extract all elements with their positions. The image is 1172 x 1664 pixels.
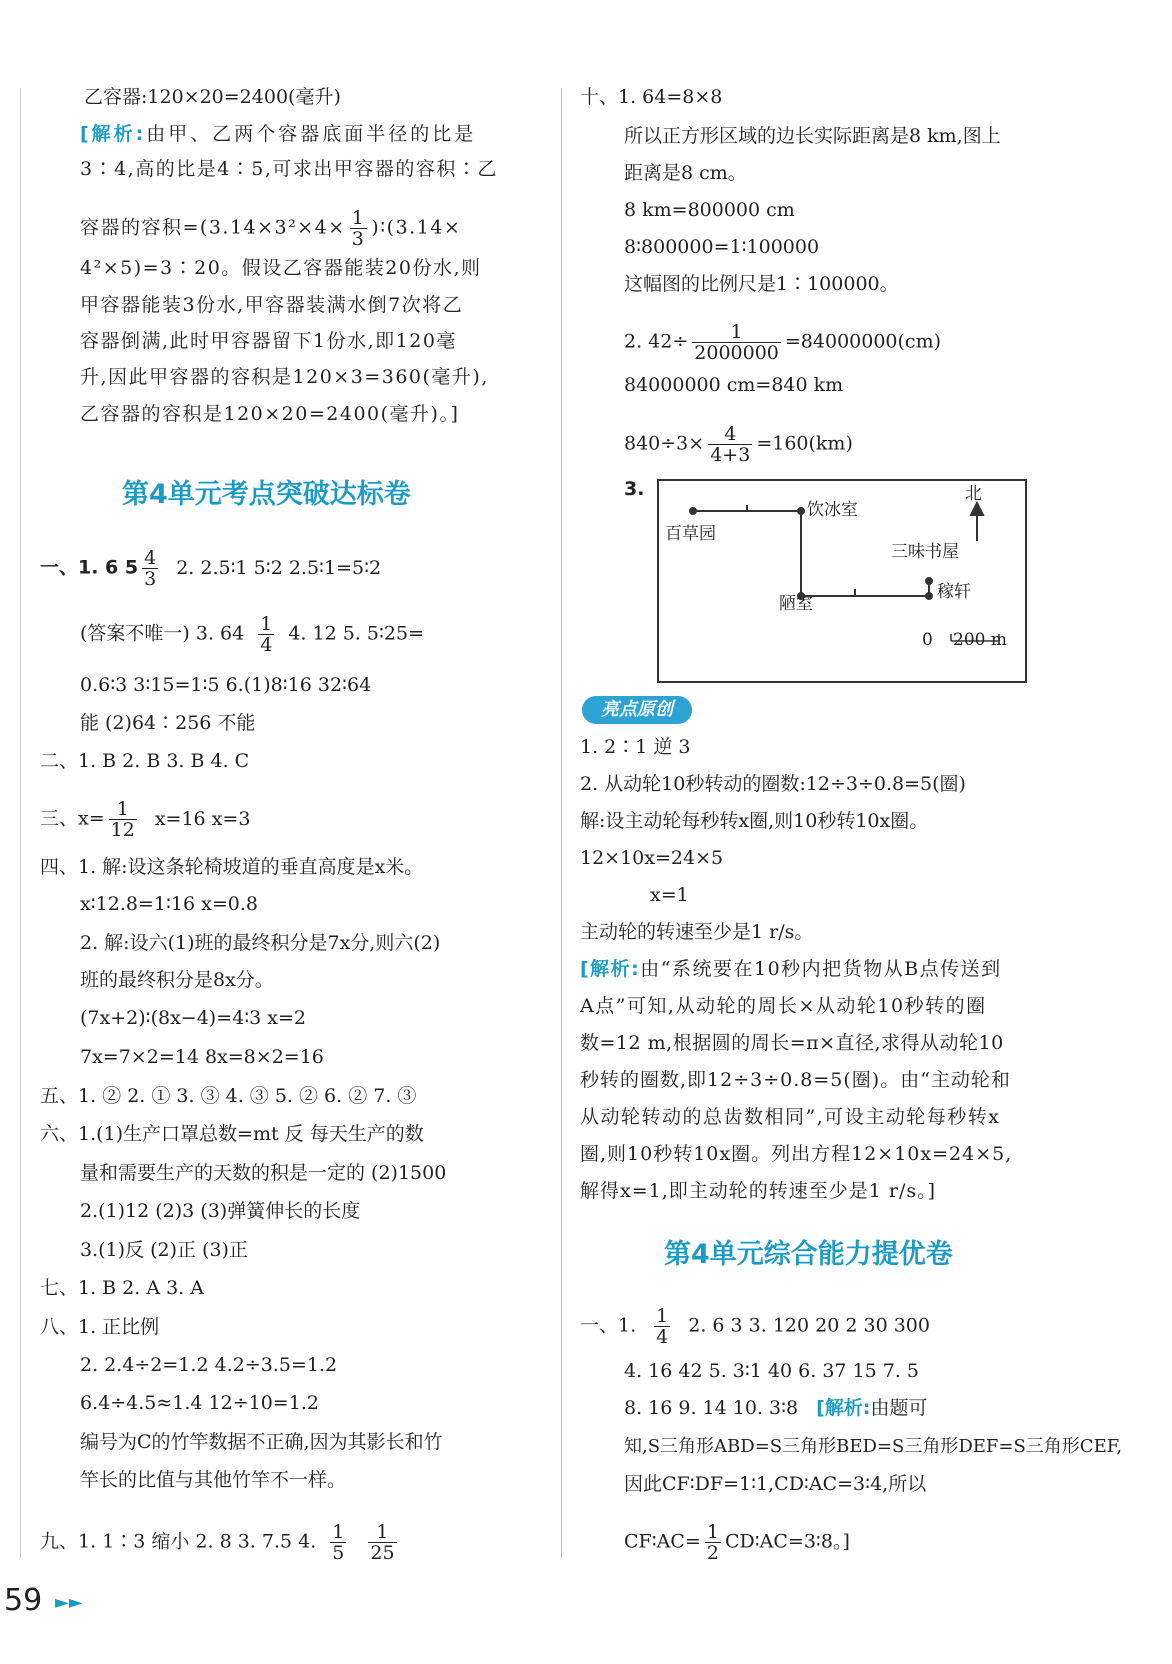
- line-text: 三、x=: [40, 807, 105, 830]
- line: 班的最终积分是8x分。: [80, 969, 274, 991]
- line: 二、1. B 2. B 3. B 4. C: [40, 750, 250, 772]
- line-text: =84000000(cm): [784, 330, 942, 353]
- column-divider: [561, 88, 562, 1558]
- line: 解得x=1,即主动轮的转速至少是1 r/s。]: [580, 1180, 937, 1202]
- scale-label: 200 m: [953, 630, 1007, 650]
- line: 量和需要生产的天数的积是一定的 (2)1500: [80, 1162, 447, 1184]
- arrow-icon: ►►: [55, 1592, 83, 1613]
- analysis-line: [80, 121, 476, 147]
- line: 八、1. 正比例: [40, 1316, 160, 1338]
- numerator: 1: [706, 1521, 719, 1543]
- line: [40, 1522, 401, 1563]
- left-margin-line: [20, 88, 21, 1558]
- line: 主动轮的转速至少是1 r/s。: [580, 921, 814, 943]
- line-text: 840÷3×: [624, 432, 705, 455]
- line-text: 九、1. 1∶3 缩小 2. 8 3. 7.5 4.: [40, 1530, 317, 1553]
- fraction: [142, 548, 158, 589]
- line-text: 由甲、乙两个容器底面半径的比是: [146, 123, 477, 145]
- line: x=1: [650, 884, 689, 906]
- line: 甲容器能装3份水,甲容器装满水倒7次将乙: [80, 294, 464, 316]
- label-loushi: 陋室: [779, 594, 813, 614]
- line: 3.(1)反 (2)正 (3)正: [80, 1239, 248, 1261]
- line-text: 一、1.: [580, 1314, 637, 1337]
- line: 因此CF∶DF=1∶1,CD∶AC=3∶4,所以: [624, 1473, 927, 1495]
- line: 四、1. 解:设这条轮椅坡道的垂直高度是x米。: [40, 856, 424, 878]
- line: x∶12.8=1∶16 x=0.8: [80, 893, 258, 915]
- line: [624, 1395, 927, 1421]
- line: [40, 548, 381, 589]
- line: 8 km=800000 cm: [624, 199, 795, 221]
- line: 数=12 m,根据圆的周长=π×直径,求得从动轮10: [580, 1032, 1004, 1054]
- fraction: [705, 1522, 721, 1563]
- fraction: [258, 614, 274, 655]
- numerator: 1: [656, 1305, 669, 1327]
- line-text: 2. 2.5∶1 5∶2 2.5∶1=5∶2: [176, 556, 382, 579]
- line-text: 容器的容积=(3.14×3²×4×: [80, 216, 346, 239]
- label-yinbingshi: 饮冰室: [807, 500, 858, 520]
- line: 0.6∶3 3∶15=1∶5 6.(1)8∶16 32∶64: [80, 674, 372, 696]
- fraction: [350, 208, 368, 249]
- line: 4²×5)=3∶20。假设乙容器能装20份水,则: [80, 257, 482, 279]
- section-heading: 第4单元考点突破达标卷: [122, 479, 411, 510]
- line: 1. 2∶1 逆 3: [580, 736, 691, 758]
- numerator: 1: [368, 1522, 396, 1543]
- numerator: 4: [144, 547, 157, 569]
- line: 2. 解:设六(1)班的最终积分是7x分,则六(2): [80, 932, 441, 954]
- line-text: 4. 12 5. 5∶25=: [288, 622, 424, 645]
- numerator: 1: [332, 1521, 345, 1543]
- label-baicaoyuan: 百草园: [665, 524, 716, 544]
- denominator: 3: [351, 228, 366, 250]
- line: [40, 799, 250, 840]
- line: [580, 1306, 930, 1347]
- line-text: (答案不唯一) 3. 64: [80, 622, 245, 645]
- line: 12×10x=24×5: [580, 847, 724, 869]
- line: 乙容器:120×20=2400(毫升): [84, 86, 341, 108]
- line: 2. 从动轮10秒转动的圈数:12÷3÷0.8=5(圈): [580, 773, 966, 795]
- denominator: 3: [144, 568, 157, 590]
- line-text: x=16 x=3: [154, 807, 251, 830]
- numerator: 1: [109, 799, 137, 820]
- line: 容器倒满,此时甲容器留下1份水,即120毫: [80, 330, 457, 352]
- section-heading: 第4单元综合能力提优卷: [664, 1239, 953, 1270]
- page-number: 59: [4, 1583, 43, 1618]
- line: 解:设主动轮每秒转x圈,则10秒转10x圈。: [580, 810, 929, 832]
- analysis-tag: [解析:: [580, 958, 641, 980]
- label-jiaxuan: 稼轩: [937, 582, 971, 602]
- denominator: 12: [110, 819, 135, 841]
- fraction: [654, 1306, 670, 1347]
- line: 4. 16 42 5. 3∶1 40 6. 37 15 7. 5: [624, 1360, 920, 1382]
- line: [80, 614, 424, 655]
- line-text: 8. 16 9. 14 10. 3∶8: [624, 1397, 799, 1419]
- line: [624, 322, 941, 363]
- denominator: 2: [706, 1542, 719, 1564]
- line-text: 由题可: [870, 1397, 928, 1419]
- fraction: [368, 1522, 396, 1563]
- line-text: )∶(3.14×: [371, 216, 462, 239]
- line: 编号为C的竹竿数据不正确,因为其影长和竹: [80, 1431, 443, 1453]
- line: 84000000 cm=840 km: [624, 374, 844, 396]
- line: 3.: [624, 478, 645, 500]
- line: 2. 2.4÷2=1.2 4.2÷3.5=1.2: [80, 1354, 338, 1376]
- line: 距离是8 cm。: [624, 162, 747, 184]
- line: [624, 1522, 850, 1563]
- numerator: 4: [708, 424, 752, 445]
- line: 6.4÷4.5≈1.4 12÷10=1.2: [80, 1392, 319, 1414]
- line-text: 一、1. 6 5: [40, 556, 139, 579]
- line-text: CF∶AC=: [624, 1530, 701, 1553]
- line: [80, 208, 461, 249]
- line: 从动轮转动的总齿数相同”,可设主动轮每秒转x: [580, 1106, 1001, 1128]
- line: 2.(1)12 (2)3 (3)弹簧伸长的长度: [80, 1200, 361, 1222]
- north-label: 北: [965, 484, 982, 504]
- line: 竿长的比值与其他竹竿不一样。: [80, 1469, 347, 1491]
- line: (7x+2)∶(8x−4)=4∶3 x=2: [80, 1007, 307, 1029]
- line: 7x=7×2=14 8x=8×2=16: [80, 1046, 324, 1068]
- line: 升,因此甲容器的容积是120×3=360(毫升),: [80, 366, 489, 388]
- numerator: 1: [351, 207, 366, 229]
- line: 十、1. 64=8×8: [580, 86, 723, 108]
- line: 知,S三角形ABD=S三角形BED=S三角形DEF=S三角形CEF,: [624, 1436, 1123, 1457]
- scale-zero: 0: [922, 630, 933, 650]
- numerator: 1: [692, 322, 781, 343]
- analysis-tag: [解析:: [816, 1397, 871, 1419]
- line-text: 2. 42÷: [624, 330, 689, 353]
- numerator: 1: [260, 613, 273, 635]
- fraction: [692, 322, 781, 363]
- line-text: =160(km): [756, 432, 853, 455]
- denominator: 25: [370, 1542, 395, 1564]
- line: 五、1. ② 2. ① 3. ③ 4. ③ 5. ② 6. ② 7. ③: [40, 1085, 417, 1107]
- map-diagram: [657, 479, 1027, 683]
- line-text: 由“系统要在10秒内把货物从B点传送到: [640, 958, 1002, 980]
- analysis-tag: [解析:: [80, 123, 147, 145]
- denominator: 4+3: [710, 444, 751, 466]
- line: 六、1.(1)生产口罩总数=mt 反 每天生产的数: [40, 1123, 424, 1145]
- fraction: [708, 424, 752, 465]
- line: A点”可知,从动轮的周长×从动轮10秒转的圈: [580, 995, 987, 1017]
- line-text: 2. 6 3 3. 120 20 2 30 300: [688, 1314, 930, 1337]
- highlight-badge: 亮点原创: [582, 696, 692, 724]
- line: 秒转的圈数,即12÷3÷0.8=5(圈)。由“主动轮和: [580, 1069, 1011, 1091]
- fraction: [330, 1522, 346, 1563]
- line: [624, 424, 853, 465]
- analysis-line: [580, 956, 1002, 982]
- line: 所以正方形区域的边长实际距离是8 km,图上: [624, 125, 1001, 147]
- line: 这幅图的比例尺是1∶100000。: [624, 273, 899, 295]
- line: 能 (2)64∶256 不能: [80, 712, 256, 734]
- label-sanwei: 三味书屋: [891, 542, 959, 562]
- line: 3∶4,高的比是4∶5,可求出甲容器的容积∶乙: [80, 158, 498, 180]
- denominator: 5: [332, 1542, 345, 1564]
- denominator: 2000000: [694, 342, 779, 364]
- line: 乙容器的容积是120×20=2400(毫升)。]: [80, 403, 460, 425]
- line: 圈,则10秒转10x圈。列出方程12×10x=24×5,: [580, 1143, 1013, 1165]
- denominator: 4: [260, 634, 273, 656]
- line: 七、1. B 2. A 3. A: [40, 1277, 204, 1299]
- line-text: CD∶AC=3∶8。]: [724, 1530, 850, 1553]
- denominator: 4: [656, 1326, 669, 1348]
- line: 8∶800000=1∶100000: [624, 236, 820, 258]
- fraction: [109, 799, 137, 840]
